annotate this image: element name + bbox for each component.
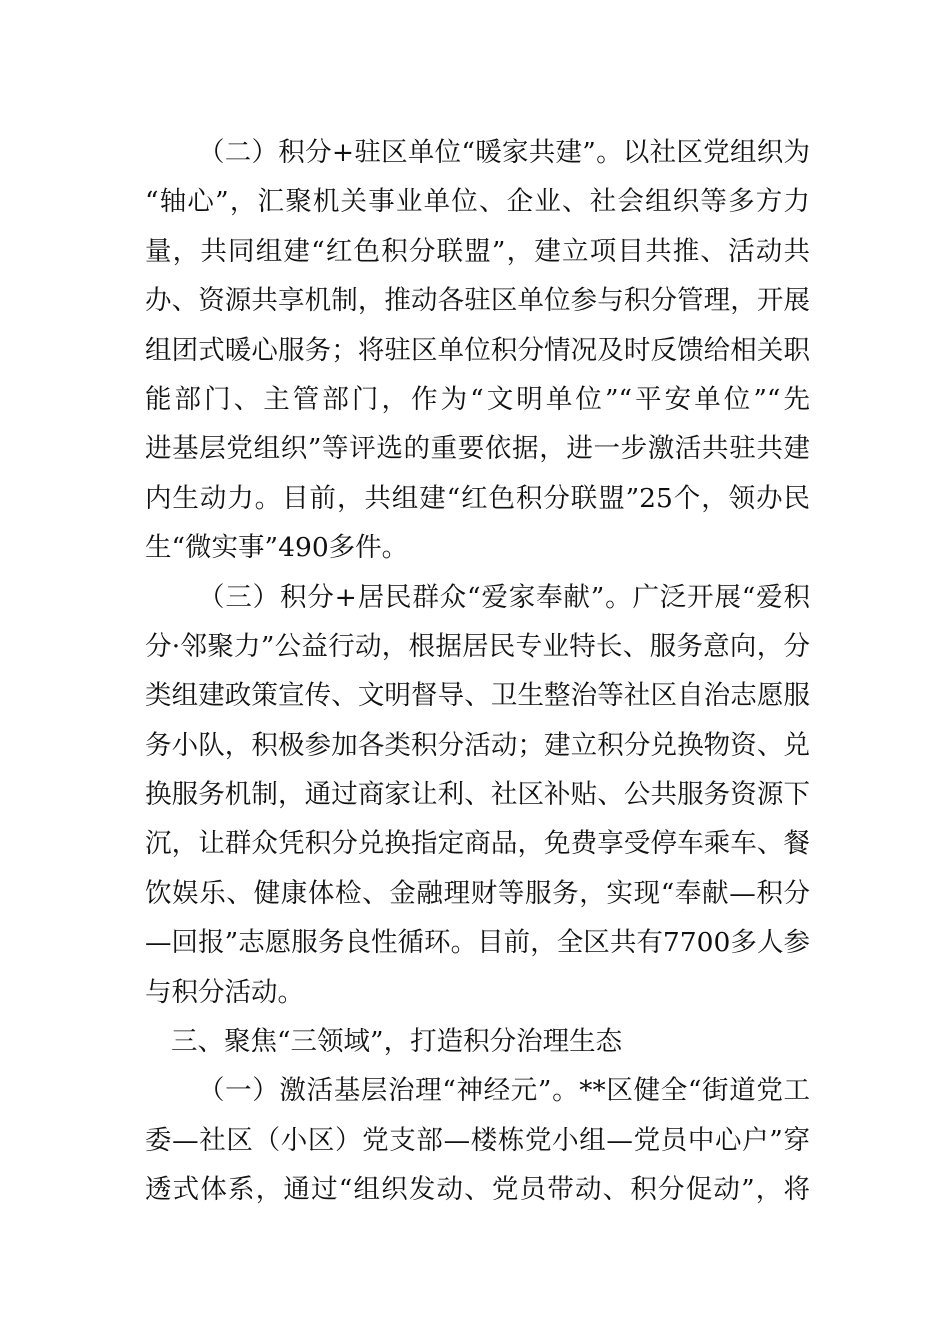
document-body (145, 128, 810, 1215)
paragraph-4-line-3: 透式体系，通过“组织发动、党员带动、积分促动”，将 (145, 1174, 810, 1206)
paragraph-3-line-2: 分·邻聚力”公益行动，根据居民专业特长、服务意向，分 (145, 630, 810, 662)
paragraph-2-line-3: 量，共同组建“红色积分联盟”，建立项目共推、活动共 (145, 235, 810, 267)
paragraph-3-line-3: 类组建政策宣传、文明督导、卫生整治等社区自治志愿服 (145, 680, 810, 712)
paragraph-2-line-2: “轴心”，汇聚机关事业单位、企业、社会组织等多方力 (145, 186, 810, 218)
paragraph-2-line-9: 生“微实事”490多件。 (145, 532, 409, 564)
section-heading: 三、聚焦“三领域”，打造积分治理生态 (171, 1026, 623, 1058)
paragraph-2-line-6: 能部门、主管部门，作为“文明单位”“平安单位”“先 (145, 383, 810, 415)
paragraph-2-line-7: 进基层党组织”等评选的重要依据，进一步激活共驻共建 (145, 433, 810, 465)
paragraph-3-line-1: （三）积分+居民群众“爱家奉献”。广泛开展“爱积 (198, 581, 810, 613)
paragraph-3-line-9: 与积分活动。 (145, 976, 304, 1008)
paragraph-2-line-1: （二）积分+驻区单位“暖家共建”。以社区党组织为 (198, 137, 810, 168)
paragraph-3-line-5: 换服务机制，通过商家让利、社区补贴、公共服务资源下 (145, 779, 810, 811)
paragraph-4-line-1: （一）激活基层治理“神经元”。**区健全“街道党工 (198, 1075, 810, 1107)
paragraph-2-line-5: 组团式暖心服务；将驻区单位积分情况及时反馈给相关职 (145, 334, 810, 366)
paragraph-2-line-8: 内生动力。目前，共组建“红色积分联盟”25个，领办民 (145, 482, 810, 514)
paragraph-3-line-7: 饮娱乐、健康体检、金融理财等服务，实现“奉献—积分 (145, 877, 810, 909)
paragraph-3-line-4: 务小队，积极参加各类积分活动；建立积分兑换物资、兑 (145, 729, 810, 761)
paragraph-3-line-8: —回报”志愿服务良性循环。目前，全区共有7700多人参 (145, 927, 810, 959)
paragraph-4-line-2: 委—社区（小区）党支部—楼栋党小组—党员中心户”穿 (145, 1124, 810, 1156)
paragraph-2-line-4: 办、资源共享机制，推动各驻区单位参与积分管理，开展 (145, 285, 810, 317)
paragraph-3-line-6: 沉，让群众凭积分兑换指定商品，免费享受停车乘车、餐 (145, 828, 810, 860)
